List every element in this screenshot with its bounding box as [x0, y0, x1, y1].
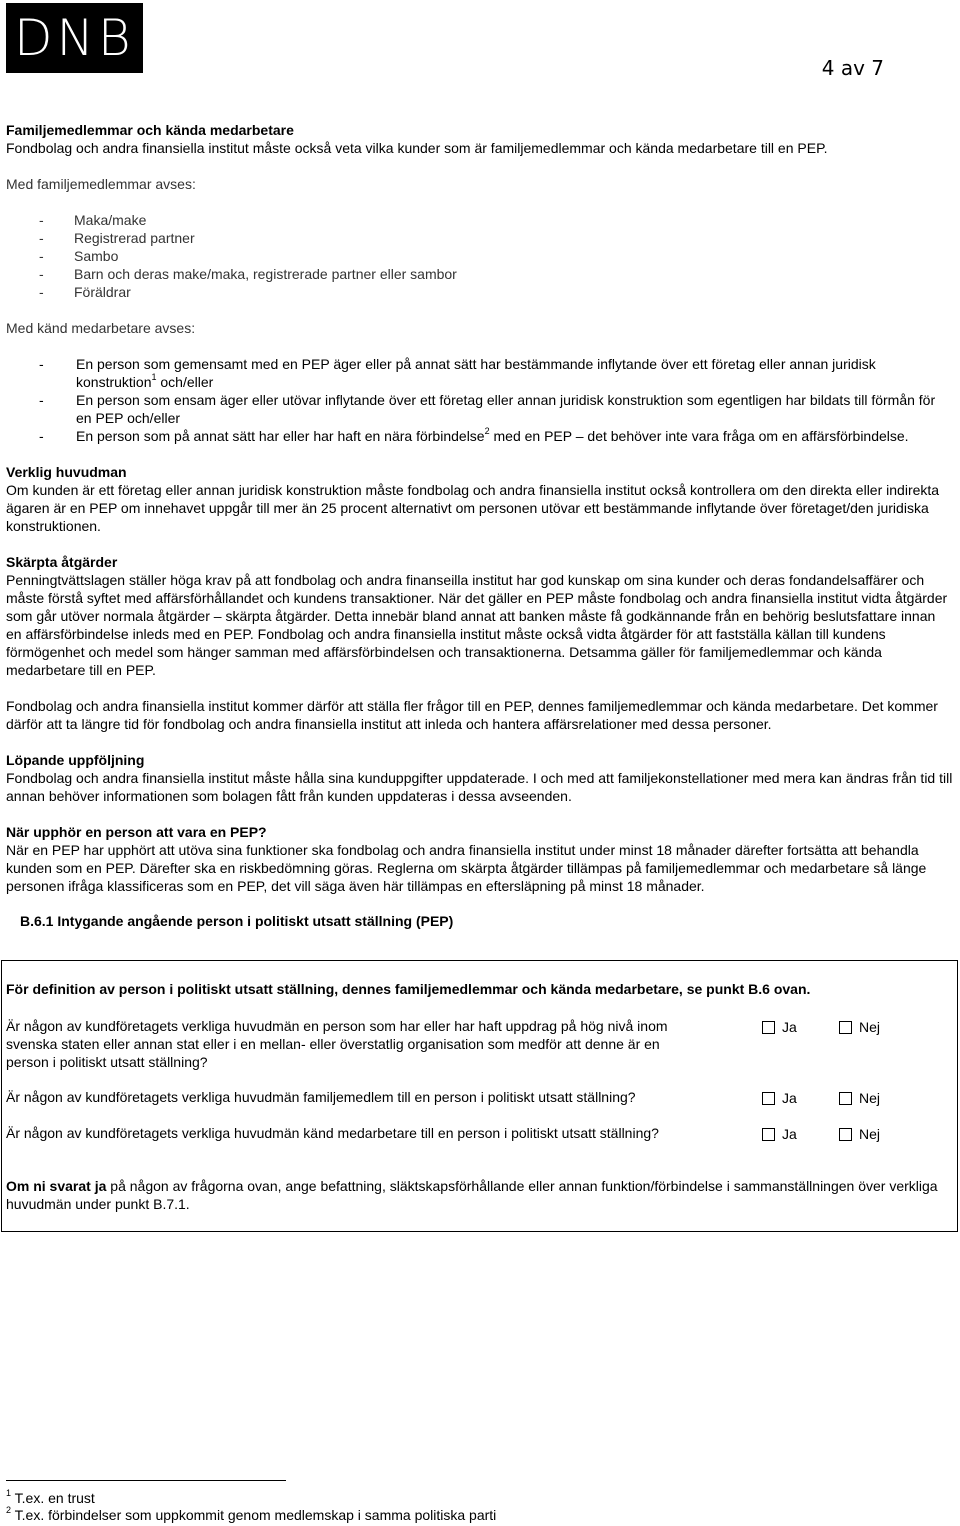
- question-row: [6, 1124, 953, 1142]
- family-intro: Med familjemedlemmar avses:: [6, 176, 196, 192]
- question-row: [6, 1017, 953, 1071]
- section-body-enhanced-measures-2: Fondbolag och andra finansiella institut kommer därför att ställa fler frågor till en PEP, dennes familjemedlemmar och kända medarbetare. Det kommer därför att ta längre tid för fondbolag och andra finansiella institut att inleda och hantera affärsrelationer med dessa personer.: [6, 698, 938, 732]
- question-text: Är någon av kundföretagets verkliga huvudmän en person som har eller har haft uppdrag på hög nivå inom svenska staten eller annan stat eller i en mellan- eller överstatlig organisation som medför att denne är en person i politiskt utsatt ställning?: [6, 1018, 668, 1070]
- pep-declaration-form: [1, 960, 958, 1232]
- list-item: - Föräldrar: [39, 284, 131, 300]
- section-title-beneficial-owner: Verklig huvudman: [6, 464, 127, 480]
- no-checkbox[interactable]: Nej: [839, 1018, 880, 1036]
- section-title-enhanced-measures: Skärpta åtgärder: [6, 554, 118, 570]
- form-intro: För definition av person i politiskt utsatt ställning, dennes familjemedlemmar och kända medarbetare, se punkt B.6 ovan.: [6, 981, 811, 997]
- yes-checkbox[interactable]: Ja: [762, 1089, 797, 1107]
- list-item: - Maka/make: [39, 212, 147, 228]
- checkbox-icon: [839, 1092, 852, 1105]
- list-item: - En person som ensam äger eller utövar inflytande över ett företag eller annan juridisk konstruktion som egentligen har bildats till förmån för en PEP och/eller: [39, 392, 936, 426]
- checkbox-icon: [762, 1128, 775, 1141]
- yes-checkbox[interactable]: Ja: [762, 1018, 797, 1036]
- section-body-pep-end: När en PEP har upphört att utöva sina funktioner ska fondbolag och andra finansiella institut under minst 18 månader därefter fortsätta att behandla kunden som en PEP. Därefter ska en riskbedömning göras. Reglerna om skärpta åtgärder tillämpas på familjemedlemmar och medarbetare så länge personen ifråga klassificeras som en PEP, det vill säga även här tillämpas en eftersläpning på minst 18 månader.: [6, 842, 927, 894]
- no-checkbox[interactable]: Nej: [839, 1125, 880, 1143]
- page-number: 4 av 7: [821, 56, 884, 80]
- question-row: [6, 1088, 953, 1106]
- section-body-followup: Fondbolag och andra finansiella institut måste hålla sina kunduppgifter uppdaterade. I och med att familjekonstellationer med mera kan ändras från tid till annan behöver informationen som bolagen fått från kunden uppdateras i dessa avseenden.: [6, 770, 953, 804]
- dnb-logo: DNB: [6, 3, 143, 73]
- list-item: - En person som gemensamt med en PEP äger eller på annat sätt har bestämmande inflytande över ett företag eller annan juridisk konstruktion$^1$ och/eller: [39, 356, 876, 390]
- document-body: [6, 121, 954, 930]
- list-item: - En person som på annat sätt har eller har haft en nära förbindelse$^2$ med en PEP – det behöver inte vara fråga om en affärsförbindelse.: [39, 426, 909, 444]
- footnote-divider: [6, 1480, 286, 1481]
- section-body-beneficial-owner: Om kunden är ett företag eller annan juridisk konstruktion måste fondbolag och andra finansiella institut också kontrollera om den direkta eller indirekta ägaren är en PEP om innehavet uppgår till mer än 25 procent alternativt om personen utövar ett bestämmande inflytande över företaget/den juridiska konstruktionen.: [6, 482, 940, 534]
- footnote-2: $^2$ T.ex. förbindelser som uppkommit genom medlemskap i samma politiska parti: [6, 1505, 497, 1523]
- question-text: Är någon av kundföretagets verkliga huvudmän känd medarbetare till en person i politiskt utsatt ställning?: [6, 1125, 659, 1141]
- section-title-pep-end: När upphör en person att vara en PEP?: [6, 824, 267, 840]
- form-footer-note: Om ni svarat ja på någon av frågorna ovan, ange befattning, släktskapsförhållande eller annan funktion/förbindelse i sammanställningen över verkliga huvudmän under punkt B.7.1.: [6, 1178, 938, 1212]
- section-body-family: Fondbolag och andra finansiella institut måste också veta vilka kunder som är familjemedlemmar och kända medarbetare till en PEP.: [6, 140, 828, 156]
- subsection-title: B.6.1 Intygande angående person i politiskt utsatt ställning (PEP): [20, 913, 454, 929]
- question-text: Är någon av kundföretagets verkliga huvudmän familjemedlem till en person i politiskt utsatt ställning?: [6, 1089, 636, 1105]
- list-item: - Sambo: [39, 248, 119, 264]
- checkbox-icon: [839, 1128, 852, 1141]
- checkbox-icon: [762, 1021, 775, 1034]
- associates-list: [6, 355, 954, 445]
- associates-intro: Med känd medarbetare avses:: [6, 320, 196, 336]
- family-list: [6, 211, 954, 301]
- checkbox-icon: [839, 1021, 852, 1034]
- section-title-followup: Löpande uppföljning: [6, 752, 145, 768]
- footnotes: [6, 1490, 496, 1524]
- footnote-1: $^1$ T.ex. en trust: [6, 1488, 95, 1506]
- checkbox-icon: [762, 1092, 775, 1105]
- no-checkbox[interactable]: Nej: [839, 1089, 880, 1107]
- section-body-enhanced-measures: Penningtvättslagen ställer höga krav på att fondbolag och andra finanseilla institut har god kunskap om sina kunder och deras fondandelsaffärer och måste förstå syftet med affärsförhållandet och kundens transaktioner. När det gäller en PEP måste fondbolag och andra finansiella institut vidta åtgärder som går utöver normala åtgärder – skärpta åtgärder. Detta innebär bland annat att banken måste få godkännande från en behörig beslutsfattare innan en affärsförbindelse inleds med en PEP. Fondbolag och andra finansiella institut måste också vidta åtgärder för att fastställa källan till kundens förmögenhet och medel som hänger samman med affärsförbindelsen och transaktionerna. Detsamma gäller för familjemedlemmar och kända medarbetare till en PEP.: [6, 572, 948, 678]
- section-title-family: Familjemedlemmar och kända medarbetare: [6, 122, 294, 138]
- yes-checkbox[interactable]: Ja: [762, 1125, 797, 1143]
- list-item: - Registrerad partner: [39, 230, 195, 246]
- list-item: - Barn och deras make/maka, registrerade partner eller sambor: [39, 266, 457, 282]
